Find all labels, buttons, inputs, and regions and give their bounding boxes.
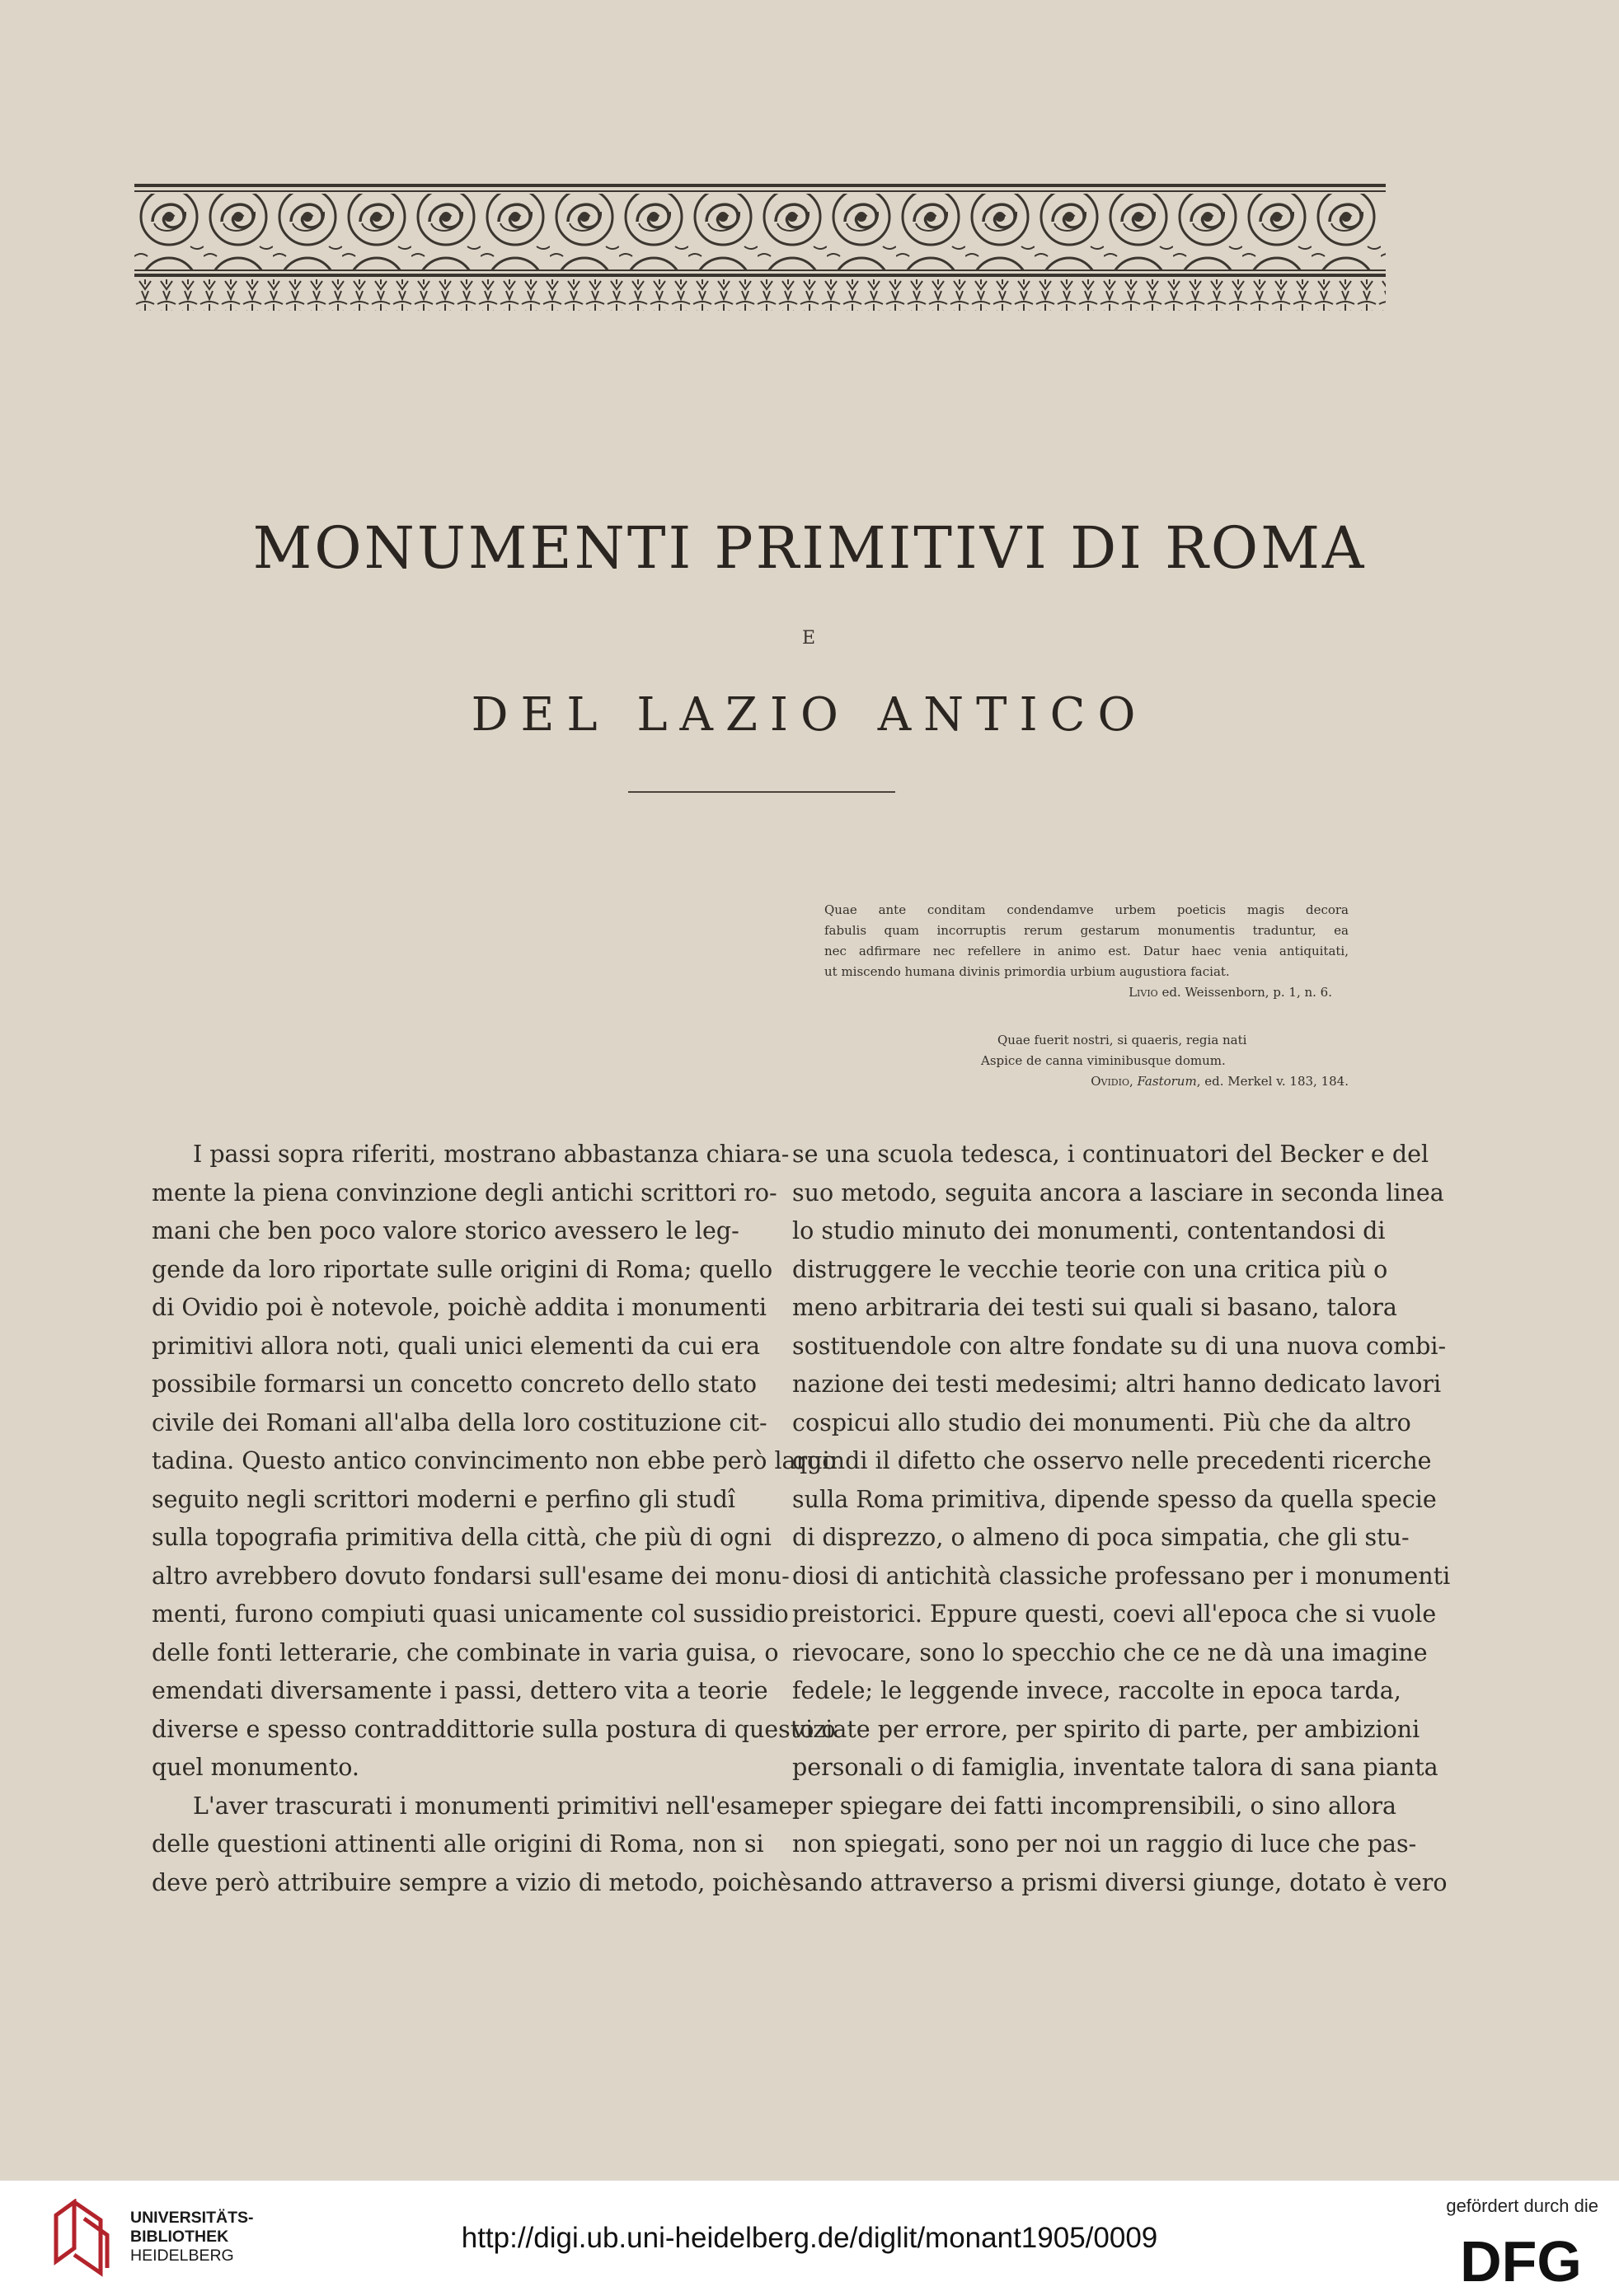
body-line: mani che ben poco valore storico avessero le leg- xyxy=(152,1217,739,1244)
body-line: delle questioni attinenti alle origini di Roma, non si xyxy=(152,1830,764,1858)
ornament-frieze-icon xyxy=(134,182,1386,312)
title-conjunction: E xyxy=(801,628,818,649)
body-line: viziate per errore, per spirito di parte, per ambizioni xyxy=(792,1715,1420,1743)
body-line: deve però attribuire sempre a vizio di metodo, poichè xyxy=(152,1868,792,1896)
body-line: distruggere le vecchie teorie con una critica più o xyxy=(792,1255,1388,1283)
body-line: seguito negli scrittori moderni e perfino gli studî xyxy=(152,1485,735,1513)
permalink-url[interactable]: http://digi.ub.uni-heidelberg.de/diglit/monant1905/0009 xyxy=(461,2222,1158,2254)
body-line: possibile formarsi un concetto concreto dello stato xyxy=(152,1371,757,1398)
body-line: quindi il difetto che osservo nelle precedenti ricerche xyxy=(792,1447,1432,1474)
body-line: cospicui allo studio dei monumenti. Più che da altro xyxy=(792,1408,1411,1436)
dfg-logo-icon[interactable] xyxy=(1443,2233,1599,2286)
body-line: altro avrebbero dovuto fondarsi sull'esame dei monu- xyxy=(152,1562,790,1590)
body-line: preistorici. Eppure questi, coevi all'epoca che si vuole xyxy=(792,1600,1437,1628)
body-line: se una scuola tedesca, i continuatori del Becker e del xyxy=(792,1141,1429,1168)
epigraph-author: Livio xyxy=(1129,985,1158,1000)
body-line: sulla Roma primitiva, dipende spesso da quella specie xyxy=(792,1485,1437,1513)
epigraph-verse: Quae fuerit nostri, si quaeris, regia nati xyxy=(997,1033,1247,1047)
body-line: primitivi allora noti, quali unici elementi da cui era xyxy=(152,1332,761,1360)
epigraph-verse: Aspice de canna viminibusque domum. xyxy=(981,1053,1226,1068)
body-line: lo studio minuto dei monumenti, contentandosi di xyxy=(792,1217,1386,1244)
body-line: tadina. Questo antico convincimento non ebbe però largo xyxy=(152,1447,837,1474)
body-line: civile dei Romani all'alba della loro costituzione cit- xyxy=(152,1408,767,1436)
body-line: gende da loro riportate sulle origini di Roma; quello xyxy=(152,1255,773,1283)
body-line: diosi di antichità classiche professano per i monumenti xyxy=(792,1562,1451,1590)
epigraph-reference: ed. Weissenborn, p. 1, n. 6. xyxy=(1157,985,1332,1000)
body-line: non spiegati, sono per noi un raggio di luce che pas- xyxy=(792,1830,1417,1858)
dfg-logo-text: DFG xyxy=(1460,2233,1582,2286)
body-line: per spiegare dei fatti incomprensibili, o sino allora xyxy=(792,1792,1397,1820)
body-column-right xyxy=(792,1136,1451,1902)
body-line: quel monumento. xyxy=(152,1754,359,1781)
body-column-left xyxy=(152,1136,837,1902)
body-line: personali o di famiglia, inventate talora di sana pianta xyxy=(792,1754,1438,1781)
epigraph-source: Ovidio, Fastorum, ed. Merkel v. 183, 184. xyxy=(1091,1074,1349,1089)
title-divider xyxy=(628,791,895,793)
body-line: L'aver trascurati i monumenti primitivi nell'esame xyxy=(193,1792,793,1820)
body-line: di Ovidio poi è notevole, poichè addita i monumenti xyxy=(152,1294,767,1321)
body-line: nazione dei testi medesimi; altri hanno dedicato lavori xyxy=(792,1371,1442,1398)
epigraph-ovid xyxy=(824,1030,1349,1092)
funding-note: gefördert durch die xyxy=(1446,2195,1598,2216)
body-line: menti, furono compiuti quasi unicamente col sussidio xyxy=(152,1600,789,1628)
body-line: I passi sopra riferiti, mostrano abbastanza chiara- xyxy=(193,1141,790,1168)
epigraph-author: Ovidio xyxy=(1091,1074,1129,1089)
epigraph-source xyxy=(824,982,1349,1003)
library-name-line: BIBLIOTHEK xyxy=(130,2228,229,2246)
body-line: suo metodo, seguita ancora a lasciare in seconda linea xyxy=(792,1178,1444,1207)
epigraph-line: fabulis quam incorruptis rerum gestarum monumentis traduntur, ea xyxy=(824,923,1349,938)
body-line: mente la piena convinzione degli antichi scrittori ro- xyxy=(152,1178,777,1207)
body-line: sostituendole con altre fondate su di una nuova combi- xyxy=(792,1332,1447,1360)
body-line: sando attraverso a prismi diversi giunge, dotato è vero xyxy=(792,1868,1448,1896)
epigraph-line: Quae ante conditam condendamve urbem poeticis magis decora xyxy=(824,902,1349,917)
page-title: MONUMENTI PRIMITIVI DI ROMA xyxy=(252,514,1367,582)
epigraph-work: Fastorum xyxy=(1137,1074,1197,1089)
body-line: meno arbitraria dei testi sui quali si basano, talora xyxy=(792,1294,1397,1321)
body-line: di disprezzo, o almeno di poca simpatia, che gli stu- xyxy=(792,1524,1410,1551)
body-line: fedele; le leggende invece, raccolte in epoca tarda, xyxy=(792,1677,1401,1704)
body-line: diverse e spesso contraddittorie sulla postura di questo o xyxy=(152,1715,836,1743)
digitization-footer xyxy=(0,2181,1619,2296)
body-line: delle fonti letterarie, che combinate in varia guisa, o xyxy=(152,1638,779,1666)
body-line: rievocare, sono lo specchio che ce ne dà una imagine xyxy=(792,1638,1428,1666)
epigraph-line: ut miscendo humana divinis primordia urbium augustiora faciat. xyxy=(824,964,1230,979)
page-subtitle: DEL LAZIO ANTICO xyxy=(471,688,1148,742)
body-line: sulla topografia primitiva della città, che più di ogni xyxy=(152,1524,772,1551)
body-line: emendati diversamente i passi, dettero vita a teorie xyxy=(152,1677,768,1704)
library-name-line: UNIVERSITÄTS- xyxy=(130,2209,254,2227)
epigraph-livy xyxy=(824,900,1349,1003)
epigraph-reference: , ed. Merkel v. 183, 184. xyxy=(1196,1074,1349,1089)
epigraph-line: nec adfirmare nec refellere in animo est. Datur haec venia antiquitati, xyxy=(824,944,1349,958)
library-name-line: HEIDELBERG xyxy=(130,2247,234,2265)
